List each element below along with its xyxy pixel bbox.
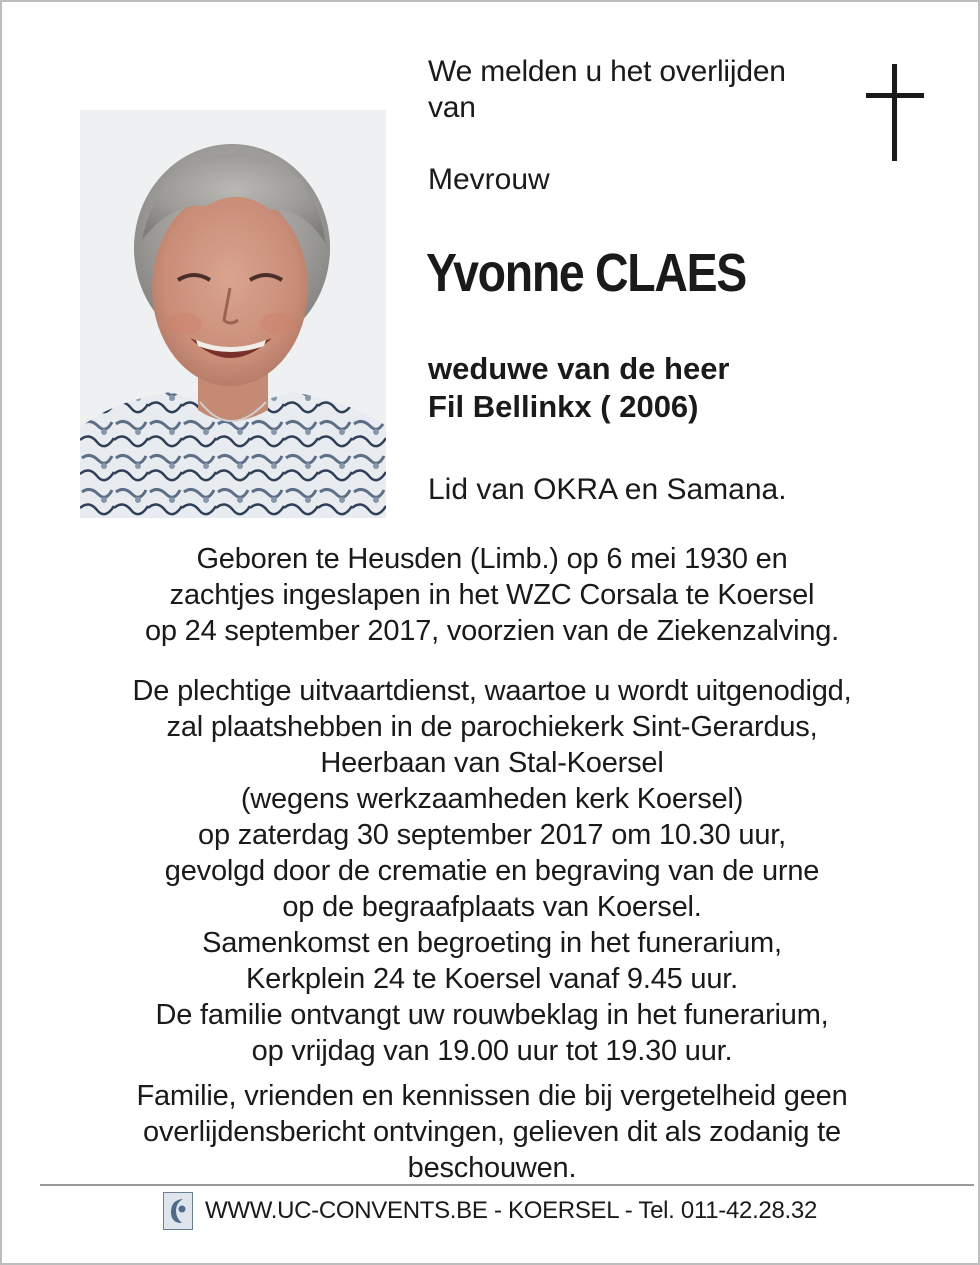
paragraph-line: beschouwen. xyxy=(407,1152,577,1184)
paragraph-line: op de begraafplaats van Koersel. xyxy=(282,891,702,923)
intro-text xyxy=(428,54,786,126)
portrait-photo xyxy=(80,110,386,518)
intro-line-1: We melden u het overlijden xyxy=(428,55,786,88)
paragraph-line: (wegens werkzaamheden kerk Koersel) xyxy=(240,783,744,815)
paragraph-line: zachtjes ingeslapen in het WZC Corsala te Koersel xyxy=(169,579,815,611)
portrait-illustration xyxy=(80,110,386,518)
paragraph-line: Geboren te Heusden (Limb.) op 6 mei 1930 en xyxy=(196,543,788,575)
paragraph-line: Familie, vrienden en kennissen die bij vergetelheid geen xyxy=(136,1080,848,1112)
widow-line-2: Fil Bellinkx ( 2006) xyxy=(428,389,699,424)
footer xyxy=(2,1190,978,1232)
footer-divider xyxy=(40,1184,974,1186)
paragraph-line: op zaterdag 30 september 2017 om 10.30 uur, xyxy=(198,819,786,851)
paragraph-line: zal plaatshebben in de parochiekerk Sint-Gerardus, xyxy=(166,711,818,743)
paragraph-line: overlijdensbericht ontvingen, gelieven dit als zodanig te xyxy=(143,1116,841,1148)
paragraph-line: op 24 september 2017, voorzien van de Ziekenzalving. xyxy=(144,615,840,647)
paragraph-line: Kerkplein 24 te Koersel vanaf 9.45 uur. xyxy=(246,963,738,995)
family-notice-paragraph xyxy=(42,1078,942,1186)
paragraph-line: Samenkomst en begroeting in het funerarium, xyxy=(202,927,782,959)
birth-death-paragraph xyxy=(42,541,942,649)
funeral-paragraph xyxy=(42,673,942,1069)
cross-icon xyxy=(866,64,924,161)
widow-of xyxy=(428,350,730,426)
paragraph-line: De plechtige uitvaartdienst, waartoe u wordt uitgenodigd, xyxy=(132,675,852,707)
paragraph-line: Heerbaan van Stal-Koersel xyxy=(320,747,664,779)
footer-contact-text[interactable]: WWW.UC-CONVENTS.BE - KOERSEL - Tel. 011-42.28.32 xyxy=(205,1197,817,1224)
paragraph-line: gevolgd door de crematie en begraving van de urne xyxy=(164,855,820,887)
paragraph-line: De familie ontvangt uw rouwbeklag in het funerarium, xyxy=(155,999,829,1031)
membership-text: Lid van OKRA en Samana. xyxy=(428,473,787,506)
funeral-home-logo-icon xyxy=(163,1192,193,1230)
intro-line-2: van xyxy=(428,91,476,124)
paragraph-line: op vrijdag van 19.00 uur tot 19.30 uur. xyxy=(251,1035,733,1067)
deceased-name: Yvonne CLAES xyxy=(426,243,746,303)
salutation: Mevrouw xyxy=(428,163,550,196)
widow-line-1: weduwe van de heer xyxy=(428,351,730,386)
